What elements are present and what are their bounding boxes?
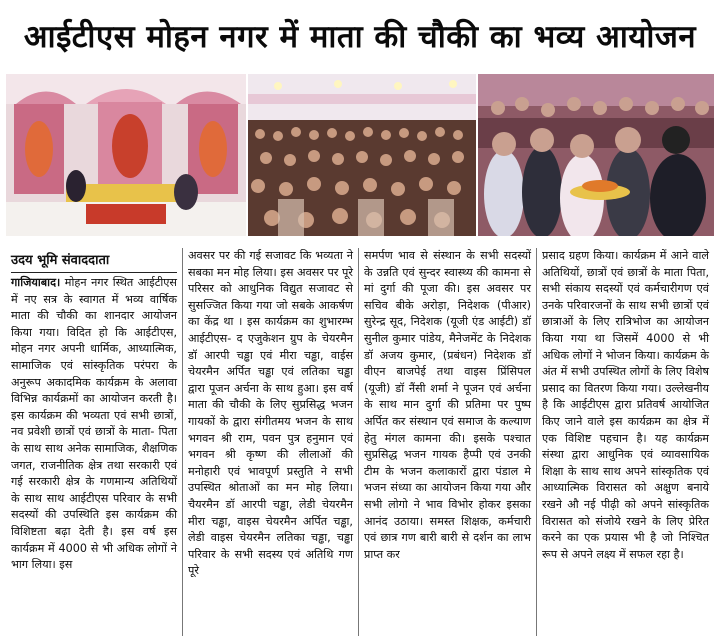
aarti-ceremony-image — [478, 74, 714, 236]
article-column-1 — [6, 248, 182, 636]
crowd-image — [248, 74, 476, 236]
column-2-text: अवसर पर की गई सजावट कि भव्यता ने सबका मन मोह लिया। इस अवसर पर पूरे परिसर को आधुनिक विद्युत सजावट से सुसज्जित किया गया जो सबके आकर्षण का केंद्र था । इस कार्यक्रम का शुभारम्भ आईटीएस- द एजुकेशन ग्रुप के चेयरमैन डॉ आरपी चड्ढा एवं मीरा चड्ढा, वाईस चेयरमैन अर्पित चड्ढा एवं लतिका चड्ढा द्वारा पूजन अर्चना के साथ हुआ। इस वर्ष माता की चौकी के लिए सुप्रसिद्ध भजन गायकों के द्वारा संगीतमय भजन के साथ भगवन श्री राम, पवन पुत्र हनुमान एवं भगवन श्री कृष्ण की लीलाओं की मनोहारी एवं भावपूर्ण प्रस्तुति ने सभी उपस्थित श्रोताओं का मन मोह लिया। चैयरमैन डॉ आरपी चड्ढा, लेडी चेयरमैन मीरा चड्ढा, वाइस चेयरमैन अर्पित चड्ढा, लेडी वाइस चेयरमैन लतिका चड्ढा, चड्ढा परिवार के सभी सदस्य एवं अतिथि गण पूरे — [188, 249, 353, 578]
temple-stage-image — [6, 74, 246, 236]
article-column-2 — [182, 248, 358, 636]
column-1-body: मोहन नगर स्थित आईटीएस में नए सत्र के स्वागत में भव्य वार्षिक माता की चौकी का शानदार आयोजन किया गया। विदित हो कि आईटीएस, मोहन नगर अपनी धार्मिक, आध्यात्मिक, सामाजिक एवं सांस्कृतिक परंपरा के अनुरूप अकादमिक कार्यक्रम के अलावा विभिन्न कार्यक्रमों का आयोजन करती है। इस कार्यक्रम की भव्यता एवं सभी छात्रों, नव प्रवेशी छात्रों एवं छात्रों के माता- पिता के साथ साथ अनेक सामाजिक, शैक्षणिक जगत, राजनीतिक क्षेत्र तथा सरकारी एवं गई सरकारी क्षेत्र के गणमान्य अतिथियों के साथ साथ आईटीएस परिवार के सभी सदस्यों की उपस्थिति इस कार्यक्रम की विशिष्टता बढ़ा देती है। इस वर्ष इस कार्यक्रम में 4000 से भी अधिक लोगों ने भाग लिया। इस — [11, 276, 177, 572]
article-column-4 — [536, 248, 714, 636]
column-3-text: समर्पण भाव से संस्थान के सभी सदस्यों के उन्नति एवं सुन्दर स्वास्थ्य की कामना से मां दुर्गा की पूजा की। इस अवसर पर सचिव बीके अरोड़ा, निदेशक (पीआर) सुरेन्द्र सूद, निदेशक (यूजी एंड आईटी) डॉ सुनील कुमार पांडेय, मैनेजमेंट के निदेशक डॉ अजय कुमार, (प्रबंधन) निदेशक डॉ वीएन बाजपेई तथा वाइस प्रिंसिपल (यूजी) डॉ नैंसी शर्मा ने पूजन एवं अर्चना के साथ मान दुर्गा की प्रतिमा पर पुष्प अर्पित कर संस्थान एवं समाज के कल्याण हेतु मंगल कामना की। इसके पश्चात सुप्रसिद्ध भजन गायक हैप्पी एवं उनकी टीम के भजन कलाकारों द्वारा पंडाल मे भजन संध्या का आयोजन किया गया और सभी लोगो ने भाव विभोर होकर इसका आनंद उठाया। समस्त शिक्षक, कर्मचारी एवं छात्र गण बारी बारी से दर्शन का लाभ प्राप्त कर — [364, 249, 531, 561]
article-column-3 — [358, 248, 536, 636]
aarti-photo — [478, 74, 714, 236]
audience-photo — [248, 74, 476, 236]
column-4-text: प्रसाद ग्रहण किया। कार्यक्रम में आने वाले अतिथियों, छात्रों एवं छात्रों के माता पिता, सभी संकाय सदस्यों एवं कर्मचारीगण एवं उनके परिवारजनों के साथ सभी छात्रों एवं छात्राओं के लिए रात्रिभोज का आयोजन किया गया था जिसमें 4000 से भी अधिक लोगों ने भोजन किया। कार्यक्रम के अंत में सभी उपस्थित लोगों के लिए विशेष प्रसाद का वितरण किया गया। उल्लेखनीय है कि आईटीएस द्वारा प्रतिवर्ष आयोजित किए जाने वाले इस कार्यक्रम का क्षेत्र में एक विशिष्ट पहचान है। यह कार्यक्रम संस्था द्वारा आधुनिक एवं व्यावसायिक शिक्षा के साथ साथ अपने सांस्कृतिक एवं आध्यात्मिक विरासत को अक्षुण बनाये रखने औ नई पीढ़ी को अपने सांस्कृतिक विरासत को संजोये रखने के लिए प्रेरित करने का एक प्रयास भी है जो निश्चित रूप से अपने लक्ष्य में सफल रहा है। — [542, 249, 709, 561]
stage-photo — [6, 74, 246, 236]
headline: आईटीएस मोहन नगर में माता की चौकी का भव्य आयोजन — [23, 19, 697, 55]
article-body — [6, 248, 714, 636]
photo-strip — [6, 74, 714, 236]
byline: उदय भूमि संवाददाता — [11, 252, 177, 273]
dateline: गाजियाबाद। — [11, 276, 61, 289]
column-1-text — [11, 275, 177, 574]
